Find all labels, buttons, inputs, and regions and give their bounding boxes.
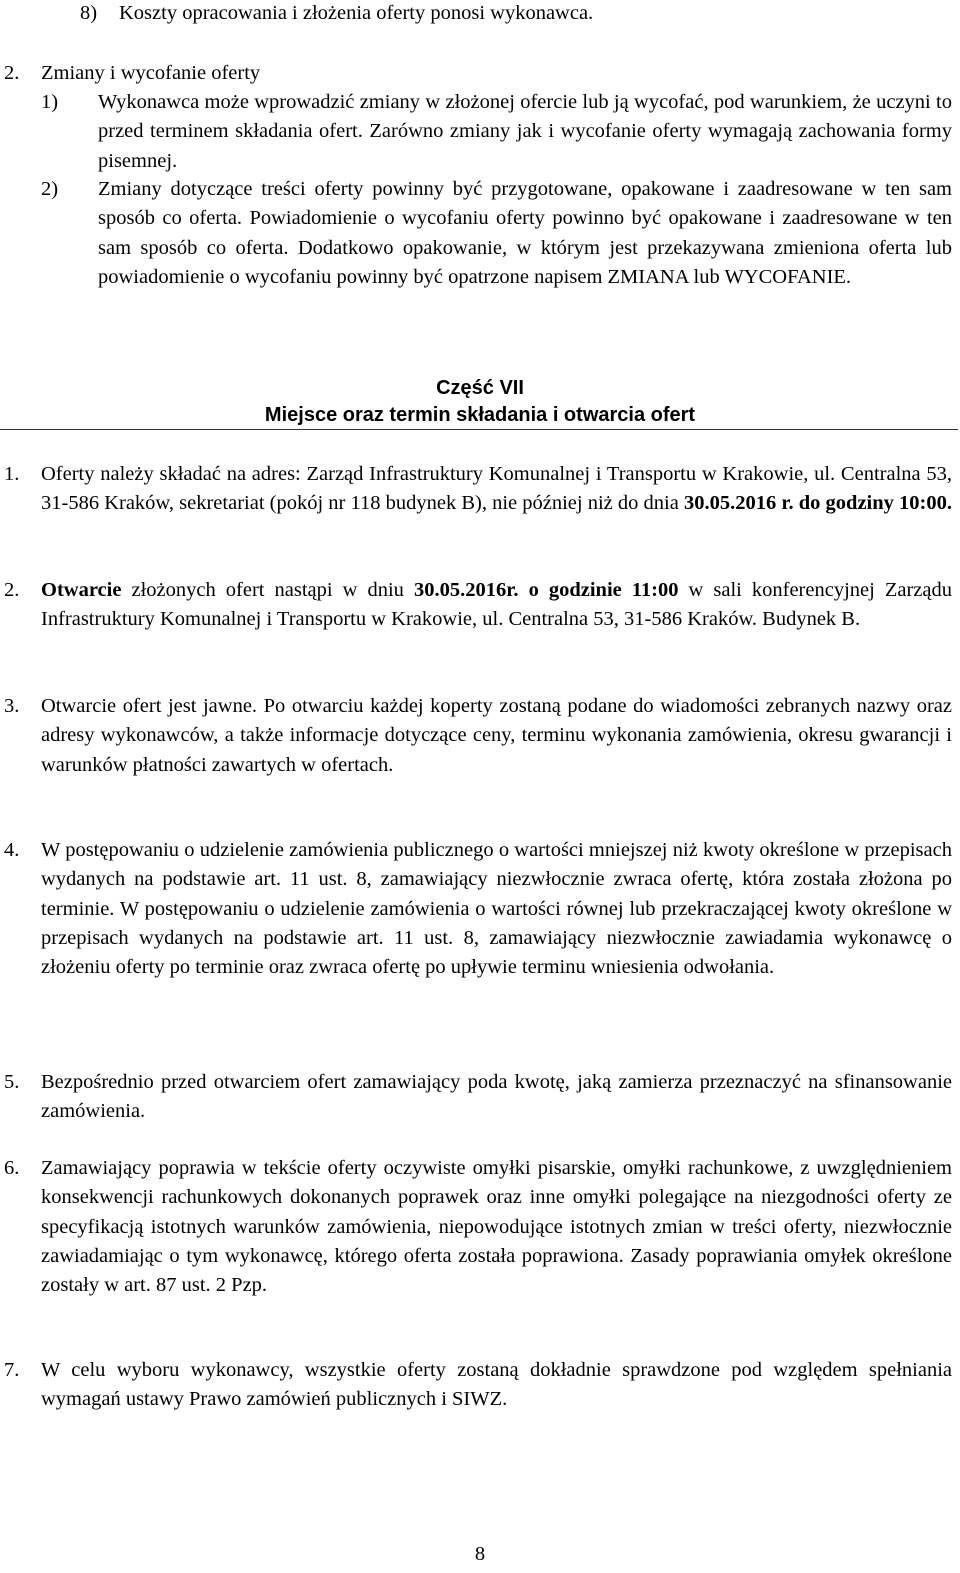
section-2-point-2-number: 2) (41, 178, 59, 200)
item-8-number: 8) (80, 2, 98, 24)
list-item-number: 1. (4, 463, 20, 485)
section-2-point-1-number: 1) (41, 91, 59, 113)
section-2-point-2-text: Zmiany dotyczące treści oferty powinny być przygotowane, opakowane i zaadresowane w ten sam sposób co oferta. Powiadomienie o wycofaniu oferty powinno być opakowane i zaadresowane w ten sam sposób co oferta. Dodatkowo opakowanie, w którym jest przekazywana zmieniona oferta lub powiadomienie o wycofaniu powinny być opatrzone napisem ZMIANA lub WYCOFANIE. (98, 178, 952, 288)
opening-label: Otwarcie (41, 579, 122, 601)
item-8-text: Koszty opracowania i złożenia oferty ponosi wykonawca. (119, 2, 594, 24)
section-2-number: 2. (4, 62, 20, 84)
list-item-text: Bezpośrednio przed otwarciem ofert zamawiający poda kwotę, jaką zamierza przeznaczyć na sfinansowanie zamówienia. (41, 1071, 952, 1123)
list-item-number: 6. (4, 1157, 20, 1179)
address-text: Oferty należy składać na adres: Zarząd Infrastruktury Komunalnej i Transportu w Krakowie, ul. Centralna 53, 31-586 Kraków, sekretariat (pokój nr 118 budynek B), nie później niż do dnia (41, 463, 952, 515)
page-number: 8 (474, 1543, 486, 1565)
opening-time: o godzinie 11:00 (528, 579, 679, 601)
list-item-number: 5. (4, 1071, 20, 1093)
part-subheading: Miejsce oraz termin składania i otwarcia ofert (264, 404, 696, 426)
deadline-date: 30.05.2016 r. (683, 492, 794, 515)
section-2-point-1-text: Wykonawca może wprowadzić zmiany w złożonej ofercie lub ją wycofać, pod warunkiem, że uczyni to przed terminem składania ofert. Zarówno zmiany jak i wycofanie oferty wymagają zachowania formy pisemnej. (98, 91, 952, 172)
list-item-text: Otwarcie złożonych ofert nastąpi w dniu 30.05.2016r. o godzinie 11:00 w sali konferencyjnej Zarządu Infrastruktury Komunalnej i Transportu w Krakowie, ul. Centralna 53, 31-586 Kraków. Budynek B. (41, 579, 953, 631)
list-item-number: 4. (4, 839, 20, 861)
list-item-number: 2. (4, 579, 20, 601)
list-item-text: W celu wyboru wykonawcy, wszystkie oferty zostaną dokładnie sprawdzone pod względem spełniania wymagań ustawy Prawo zamówień publicznych i SIWZ. (41, 1359, 952, 1411)
list-item-text: Zamawiający poprawia w tekście oferty oczywiste omyłki pisarskie, omyłki rachunkowe, z uwzględnieniem konsekwencji rachunkowych dokonanych poprawek oraz inne omyłki polegające na niezgodności oferty ze specyfikacją istotnych warunków zamówienia, niepowodujące istotnych zmian w treści oferty, niezwłocznie zawiadamiając o tym wykonawcę, którego oferta została poprawiona. Zasady poprawiania omyłek określone zostały w art. 87 ust. 2 Pzp. (41, 1157, 952, 1297)
list-item-text: Otwarcie ofert jest jawne. Po otwarciu każdej koperty zostaną podane do wiadomości zebranych nazwy oraz adresy wykonawców, a także informacje dotyczące ceny, terminu wykonania zamówienia, okresu gwarancji i warunków płatności zawartych w ofertach. (41, 695, 952, 776)
list-item-text (41, 460, 952, 519)
part-heading: Część VII (436, 377, 524, 399)
list-item-number: 3. (4, 695, 20, 717)
list-item-text: W postępowaniu o udzielenie zamówienia publicznego o wartości mniejszej niż kwoty określone w przepisach wydanych na podstawie art. 11 ust. 8, zamawiający niezwłocznie zwraca ofertę, która została złożona po terminie. W postępowaniu o udzielenie zamówienia o wartości równej lub przekraczającej kwoty określone w przepisach wydanych na podstawie art. 11 ust. 8, zamawiający niezwłocznie zawiadamia wykonawcę o złożeniu oferty po terminie oraz zwraca ofertę po upływie terminu wniesienia odwołania. (41, 839, 952, 979)
section-2-title: Zmiany i wycofanie oferty (41, 62, 261, 84)
list-item-number: 7. (4, 1359, 20, 1381)
opening-date: 30.05.2016r. (413, 579, 519, 601)
heading-divider (0, 429, 958, 430)
deadline-time: do godziny 10:00. (798, 492, 952, 515)
